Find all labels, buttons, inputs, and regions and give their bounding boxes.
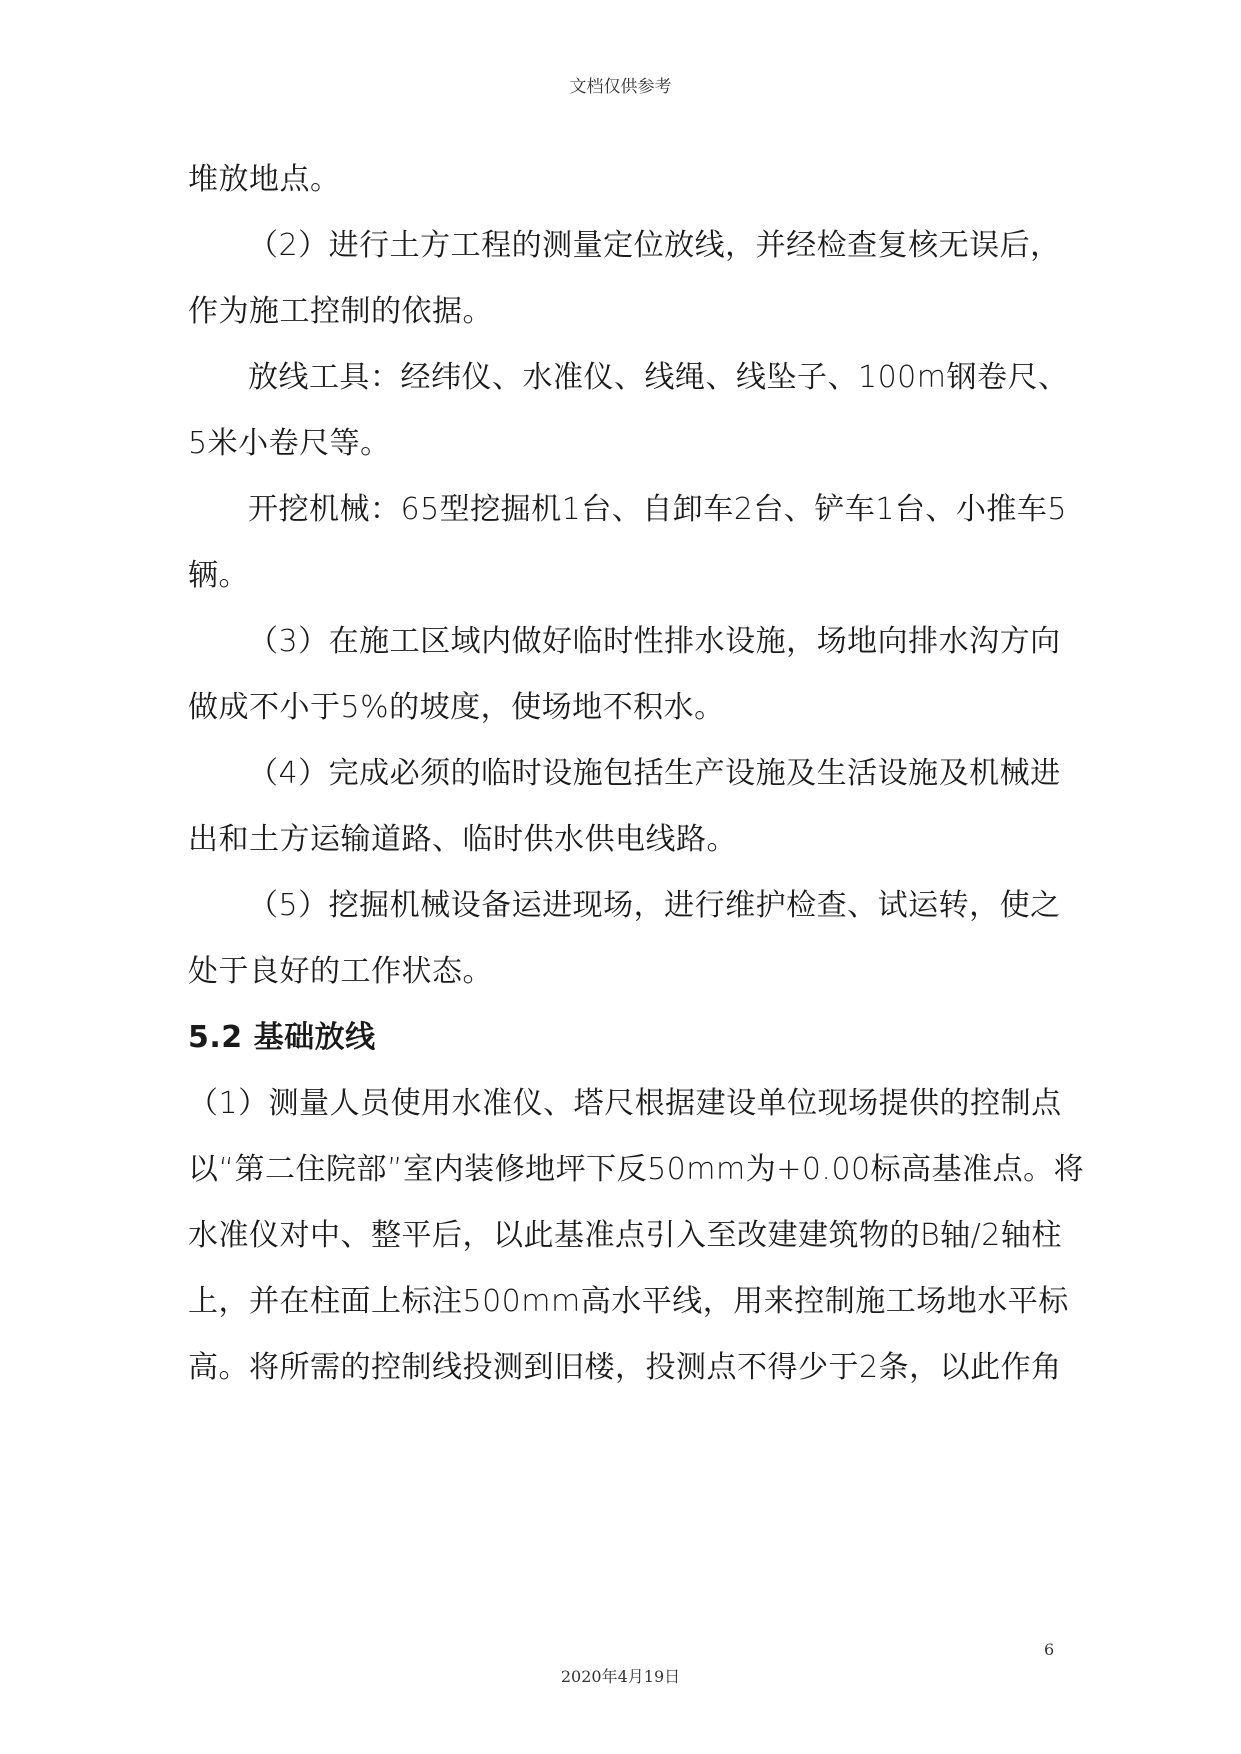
body-line-9: 做成不小于5%的坡度，使场地不积水。	[188, 690, 725, 725]
body-line-7: 辆。	[188, 558, 249, 593]
body-line-12: （5）挖掘机械设备运进现场，进行维护检查、试运转，使之	[248, 888, 1061, 923]
body-line-4: 放线工具：经纬仪、水准仪、线绳、线坠子、100m钢卷尺、	[248, 360, 1069, 395]
body-line-17: 水准仪对中、整平后，以此基准点引入至改建建筑物的B轴/2轴柱	[188, 1218, 1062, 1253]
footer-date: 2020年4月19日	[560, 1667, 681, 1686]
body-line-8: （3）在施工区域内做好临时性排水设施，场地向排水沟方向	[248, 624, 1061, 659]
page-number: 6	[1044, 1640, 1055, 1659]
body-line-18: 上，并在柱面上标注500mm高水平线，用来控制施工场地水平标	[188, 1284, 1069, 1319]
body-line-5: 5米小卷尺等。	[188, 426, 391, 461]
body-line-19: 高。将所需的控制线投测到旧楼，投测点不得少于2条，以此作角	[188, 1350, 1062, 1385]
body-line-3: 作为施工控制的依据。	[188, 294, 493, 329]
body-line-1: 堆放地点。	[188, 162, 341, 197]
body-line-11: 出和土方运输道路、临时供水供电线路。	[188, 822, 737, 857]
body-line-16: 以“第二住院部”室内装修地坪下反50mm为+0.00标高基准点。将	[188, 1152, 1085, 1187]
body-line-2: （2）进行土方工程的测量定位放线，并经检查复核无误后，	[248, 228, 1061, 263]
body-line-6: 开挖机械：65型挖掘机1台、自卸车2台、铲车1台、小推车5	[248, 492, 1068, 527]
section-heading: 5.2 基础放线	[188, 1020, 376, 1055]
body-line-10: （4）完成必须的临时设施包括生产设施及生活设施及机械进	[248, 756, 1061, 791]
page-header: 文档仅供参考	[569, 77, 672, 97]
body-line-15: （1）测量人员使用水准仪、塔尺根据建设单位现场提供的控制点	[188, 1086, 1062, 1121]
body-line-13: 处于良好的工作状态。	[188, 954, 493, 989]
